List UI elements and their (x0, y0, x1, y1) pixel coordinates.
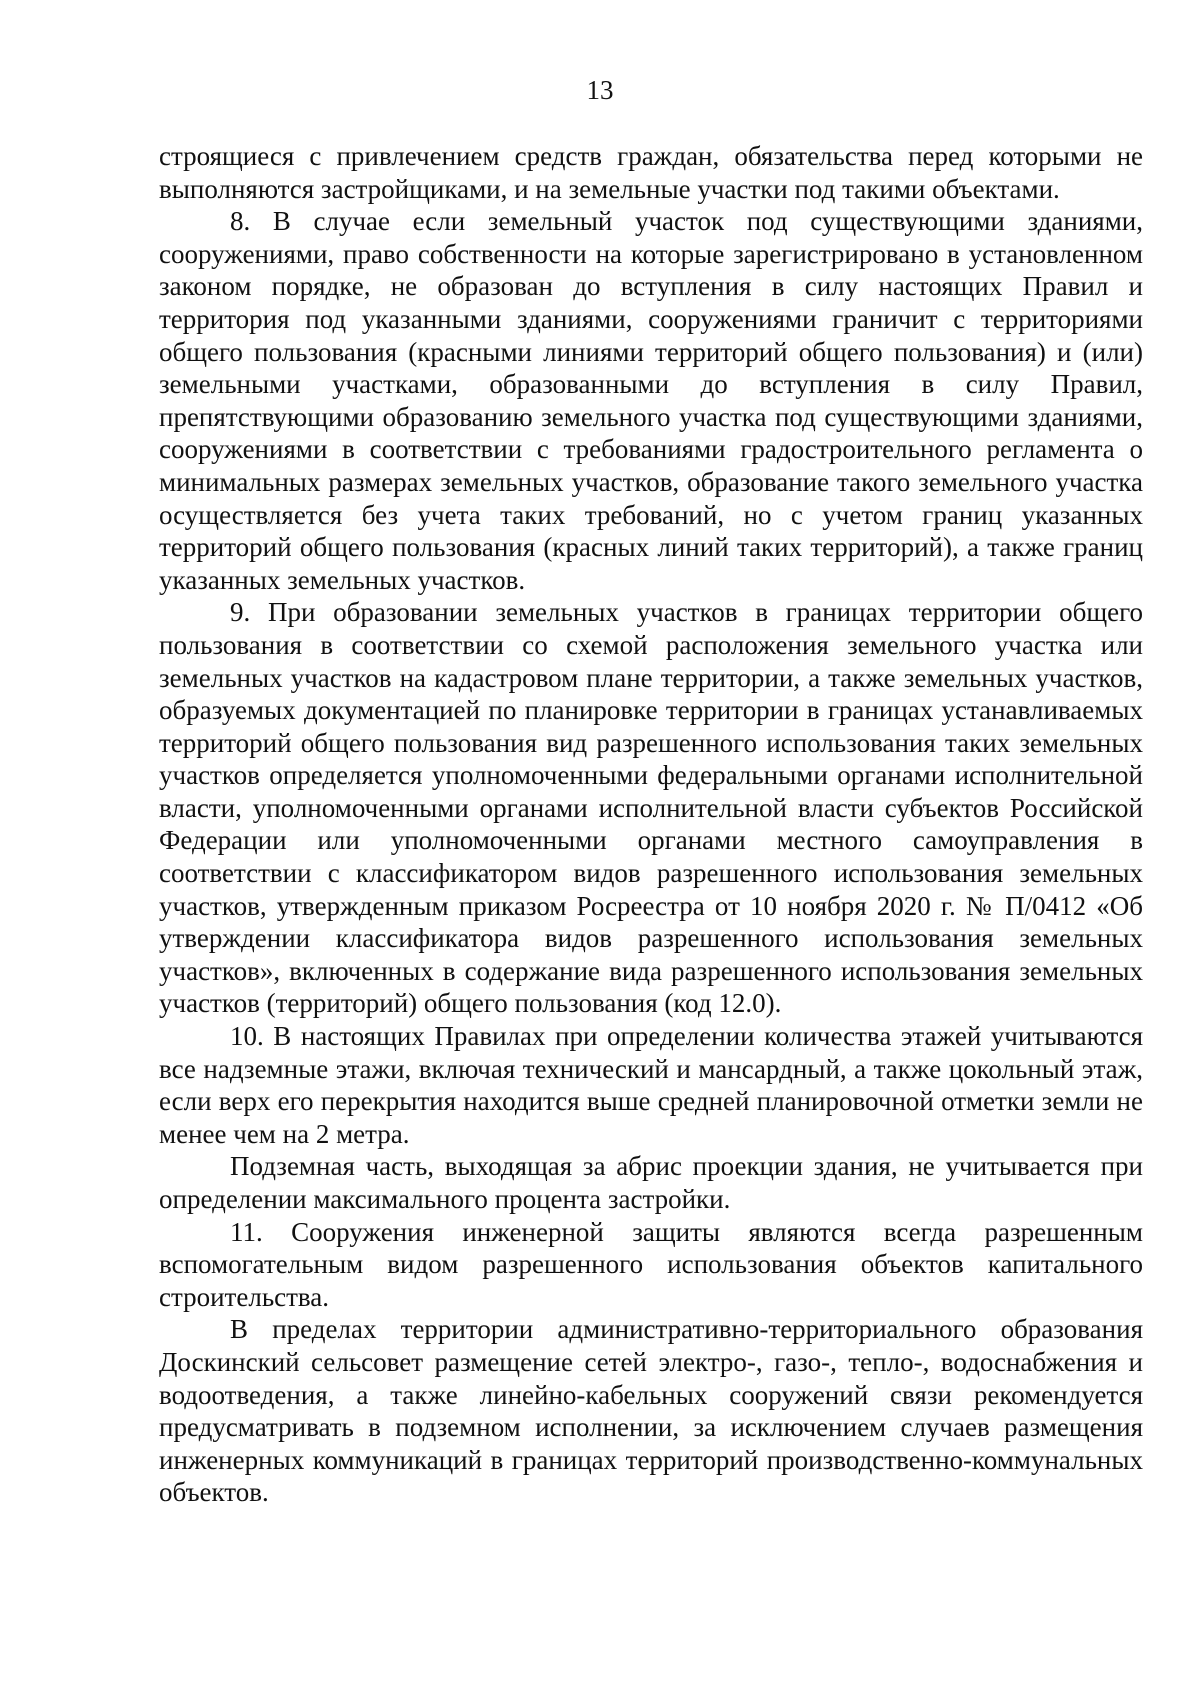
paragraph-utility-networks: В пределах территории административно-территориального образования Доскинский сельсовет размещение сетей электро-, газо-, тепло-, водоснабжения и водоотведения, а также линейно-кабельных сооружений связи рекомендуется предусматривать в подземном исполнении, за исключением случаев размещения инженерных коммуникаций в границах территорий производственно-коммунальных объектов. (159, 1314, 1143, 1508)
paragraph-underground-part: Подземная часть, выходящая за абрис проекции здания, не учитывается при определении максимального процента застройки. (159, 1151, 1143, 1214)
document-body (159, 140, 1143, 1509)
paragraph-item-10: 10. В настоящих Правилах при определении количества этажей учитываются все надземные этажи, включая технический и мансардный, а также цокольный этаж, если верх его перекрытия находится выше средней планировочной отметки земли не менее чем на 2 метра. (159, 1021, 1143, 1149)
paragraph-item-11: 11. Сооружения инженерной защиты являются всегда разрешенным вспомогательным видом разрешенного использования объектов капитального строительства. (159, 1216, 1143, 1312)
paragraph-continuation: строящиеся с привлечением средств граждан, обязательства перед которыми не выполняются застройщиками, и на земельные участки под такими объектами. (159, 141, 1143, 204)
paragraph-item-8: 8. В случае если земельный участок под существующими зданиями, сооружениями, право собственности на которые зарегистрировано в установленном законом порядке, не образован до вступления в силу настоящих Правил и территория под указанными зданиями, сооружениями граничит с территориями общего пользования (красными линиями территорий общего пользования) и (или) земельными участками, образованными до вступления в силу Правил, препятствующими образованию земельного участка под существующими зданиями, сооружениями в соответствии с требованиями градостроительного регламента о минимальных размерах земельных участков, образование такого земельного участка осуществляется без учета таких требований, но с учетом границ указанных территорий общего пользования (красных линий таких территорий), а также границ указанных земельных участков. (159, 206, 1143, 595)
page-number: 13 (586, 75, 614, 105)
paragraph-item-9: 9. При образовании земельных участков в границах территории общего пользования в соответствии со схемой расположения земельного участка или земельных участков на кадастровом плане территории, а также земельных участков, образуемых документацией по планировке территории в границах устанавливаемых территорий общего пользования вид разрешенного использования таких земельных участков определяется уполномоченными федеральными органами исполнительной власти, уполномоченными органами исполнительной власти субъектов Российской Федерации или уполномоченными органами местного самоуправления в соответствии с классификатором видов разрешенного использования земельных участков, утвержденным приказом Росреестра от 10 ноября 2020 г. № П/0412 «Об утверждении классификатора видов разрешенного использования земельных участков», включенных в содержание вида разрешенного использования земельных участков (территорий) общего пользования (код 12.0). (159, 597, 1143, 1019)
